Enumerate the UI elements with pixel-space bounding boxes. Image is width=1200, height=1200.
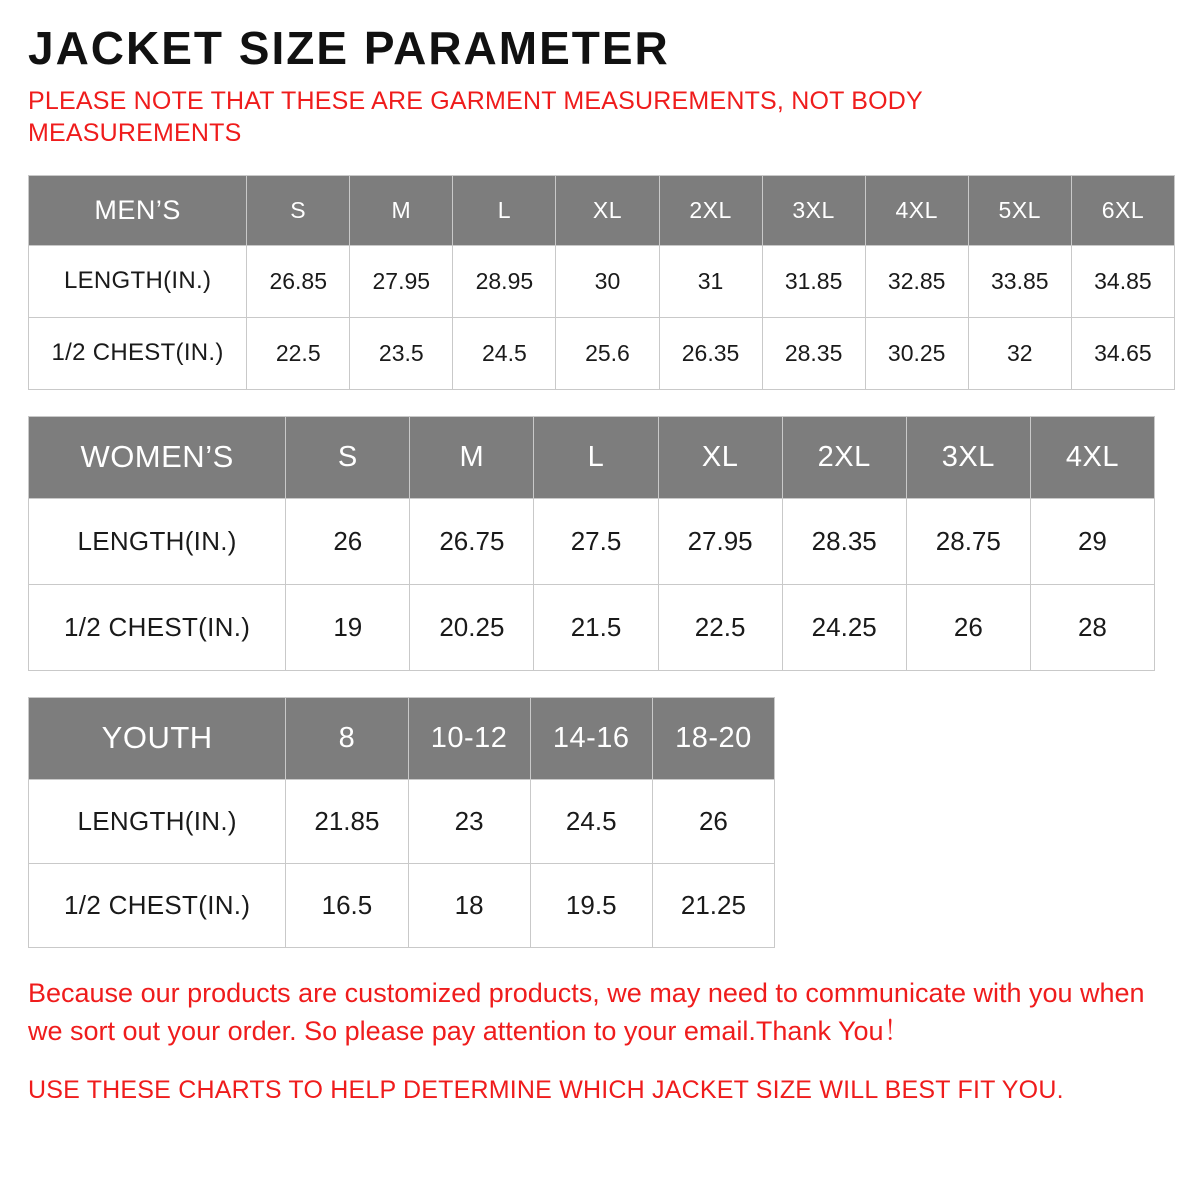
mens-cell: 30.25 — [865, 317, 968, 389]
youth-table-label: YOUTH — [29, 697, 286, 779]
mens-size-header: S — [247, 175, 350, 245]
mens-table-label: MEN’S — [29, 175, 247, 245]
mens-cell: 26.85 — [247, 245, 350, 317]
mens-cell: 28.35 — [762, 317, 865, 389]
womens-cell: 24.25 — [782, 584, 906, 670]
youth-cell: 18 — [408, 863, 530, 947]
womens-cell: 28.35 — [782, 498, 906, 584]
mens-cell: 23.5 — [350, 317, 453, 389]
womens-cell: 29 — [1030, 498, 1154, 584]
youth-cell: 23 — [408, 779, 530, 863]
youth-cell: 24.5 — [530, 779, 652, 863]
womens-cell: 27.5 — [534, 498, 658, 584]
womens-size-header: 4XL — [1030, 416, 1154, 498]
table-row — [29, 245, 1175, 317]
table-header-row — [29, 697, 775, 779]
mens-cell: 28.95 — [453, 245, 556, 317]
youth-size-header: 14-16 — [530, 697, 652, 779]
mens-cell: 34.85 — [1071, 245, 1174, 317]
womens-row-label: 1/2 CHEST(IN.) — [29, 584, 286, 670]
mens-size-header: M — [350, 175, 453, 245]
mens-cell: 27.95 — [350, 245, 453, 317]
mens-cell: 22.5 — [247, 317, 350, 389]
table-header-row — [29, 416, 1155, 498]
youth-row-label: LENGTH(IN.) — [29, 779, 286, 863]
table-header-row — [29, 175, 1175, 245]
womens-table-label: WOMEN’S — [29, 416, 286, 498]
youth-size-header: 8 — [286, 697, 408, 779]
mens-cell: 32.85 — [865, 245, 968, 317]
mens-cell: 26.35 — [659, 317, 762, 389]
chart-usage-note: USE THESE CHARTS TO HELP DETERMINE WHICH JACKET SIZE WILL BEST FIT YOU. — [28, 1075, 1064, 1104]
table-row — [29, 863, 775, 947]
table-row — [29, 779, 775, 863]
table-row — [29, 498, 1155, 584]
mens-size-header: L — [453, 175, 556, 245]
mens-size-table — [28, 175, 1175, 390]
youth-cell: 21.25 — [652, 863, 774, 947]
garment-measurement-note: PLEASE NOTE THAT THESE ARE GARMENT MEASUREMENTS, NOT BODY MEASUREMENTS — [28, 86, 923, 147]
page-title: JACKET SIZE PARAMETER — [28, 22, 670, 74]
mens-size-header: 4XL — [865, 175, 968, 245]
table-row — [29, 584, 1155, 670]
mens-cell: 31.85 — [762, 245, 865, 317]
womens-size-header: M — [410, 416, 534, 498]
mens-size-header: 5XL — [968, 175, 1071, 245]
mens-cell: 30 — [556, 245, 659, 317]
mens-cell: 25.6 — [556, 317, 659, 389]
table-row — [29, 317, 1175, 389]
youth-cell: 16.5 — [286, 863, 408, 947]
mens-size-header: 2XL — [659, 175, 762, 245]
mens-size-header: 3XL — [762, 175, 865, 245]
youth-cell: 26 — [652, 779, 774, 863]
womens-size-header: L — [534, 416, 658, 498]
womens-cell: 21.5 — [534, 584, 658, 670]
womens-size-header: 2XL — [782, 416, 906, 498]
youth-row-label: 1/2 CHEST(IN.) — [29, 863, 286, 947]
womens-size-header: 3XL — [906, 416, 1030, 498]
mens-size-header: 6XL — [1071, 175, 1174, 245]
womens-row-label: LENGTH(IN.) — [29, 498, 286, 584]
youth-cell: 19.5 — [530, 863, 652, 947]
youth-cell: 21.85 — [286, 779, 408, 863]
customization-note: Because our products are customized products, we may need to communicate with you when we sort out your order. So please pay attention to your email.Thank You！ — [28, 977, 1145, 1047]
mens-cell: 34.65 — [1071, 317, 1174, 389]
youth-size-table — [28, 697, 775, 948]
womens-cell: 26 — [906, 584, 1030, 670]
youth-size-header: 10-12 — [408, 697, 530, 779]
womens-cell: 22.5 — [658, 584, 782, 670]
mens-row-label: 1/2 CHEST(IN.) — [29, 317, 247, 389]
mens-cell: 32 — [968, 317, 1071, 389]
youth-size-header: 18-20 — [652, 697, 774, 779]
mens-cell: 33.85 — [968, 245, 1071, 317]
mens-cell: 31 — [659, 245, 762, 317]
womens-cell: 26 — [286, 498, 410, 584]
womens-cell: 28 — [1030, 584, 1154, 670]
womens-size-table — [28, 416, 1155, 671]
womens-cell: 27.95 — [658, 498, 782, 584]
womens-size-header: S — [286, 416, 410, 498]
womens-cell: 20.25 — [410, 584, 534, 670]
womens-cell: 28.75 — [906, 498, 1030, 584]
womens-cell: 26.75 — [410, 498, 534, 584]
mens-cell: 24.5 — [453, 317, 556, 389]
mens-size-header: XL — [556, 175, 659, 245]
womens-size-header: XL — [658, 416, 782, 498]
mens-row-label: LENGTH(IN.) — [29, 245, 247, 317]
womens-cell: 19 — [286, 584, 410, 670]
